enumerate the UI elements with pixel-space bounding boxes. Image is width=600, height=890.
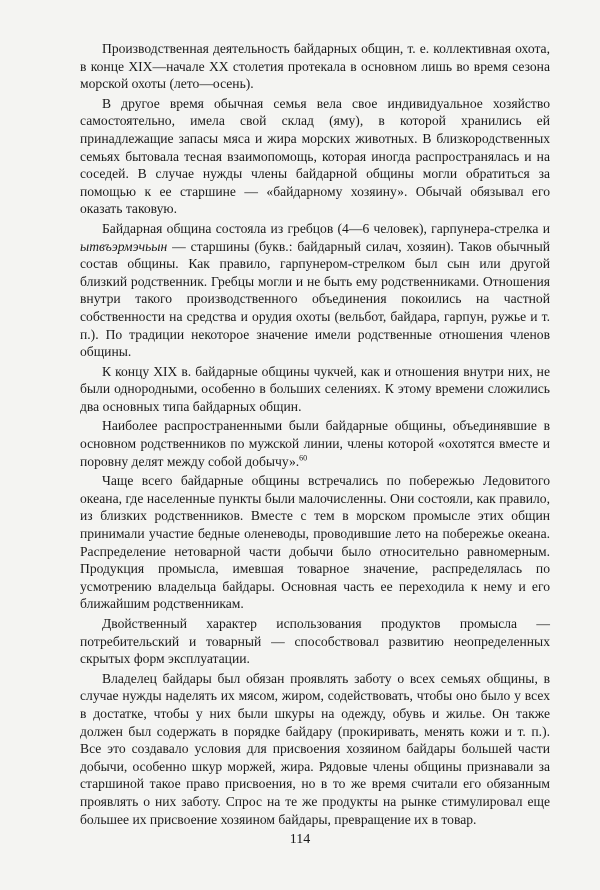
paragraph-2: В другое время обычная семья вела свое индивидуальное хозяйство самостоятельно, имела свой склад (яму), в которой хранились ей принадлежащие запасы мяса и жира морских животных. В близкородственных семьях бытовала тесная взаимопомощь, которая иногда распространялась и на соседей. В случае нужды члены байдарной общины могли обратиться за помощью к ее старшине — «байдарному хозяину». Обычай обязывал его оказать таковую. xyxy=(80,95,550,217)
footnote-marker: 60 xyxy=(299,453,308,463)
paragraph-4: К концу XIX в. байдарные общины чукчей, как и отношения внутри них, не были однородными, особенно в больших селениях. К этому времени сложились два основных типа байдарных общин. xyxy=(80,363,550,414)
paragraph-7: Двойственный характер использования продуктов промысла — потребительский и товарный — способствовал развитию неопределенных скрытых форм эксплуатации. xyxy=(80,616,550,667)
paragraph-3-start: Байдарная община состояла из гребцов (4—6 человек), гарпунера-стрелка и xyxy=(102,220,550,236)
paragraph-5 xyxy=(80,417,550,470)
italic-term: ытвъэрмэчьын xyxy=(80,238,168,254)
page-body xyxy=(80,40,550,828)
paragraph-1: Производственная деятельность байдарных общин, т. е. коллективная охота, в конце XIX—начале XX столетия протекала в основном лишь во время сезона морской охоты (лето—осень). xyxy=(80,41,550,92)
paragraph-5-text: Наиболее распространенными были байдарные общины, объединявшие в основном родственников по мужской линии, члены которой «охотятся вместе и поровну делят между собой добычу». xyxy=(80,418,550,469)
page-number: 114 xyxy=(289,832,311,847)
paragraph-6: Чаще всего байдарные общины встречались по побережью Ледовитого океана, где населенные пункты были малочисленны. Они состояли, как правило, из близких родственников. Вместе с тем в морском промысле этих общин принимали участие бедные оленеводы, проводившие лето на побережье океана. Распределение нетоварной части добычи было относительно равномерным. Продукция промысла, имевшая товарное значение, распределялась по усмотрению владельца байдары. Основная часть ее переходила к нему и его ближайшим родственникам. xyxy=(80,473,550,612)
paragraph-3-end: — старшины (букв.: байдарный силач, хозяин). Таков обычный состав общины. Как правило, гарпунером-стрелком был сын или другой близкий родственник. Гребцы могли и не быть ему родственниками. Отношения внутри такого производственного объединения покоились на частной собственности на средства и орудия охоты (вельбот, байдара, гарпун, ружье и т. п.). По традиции некоторое значение имели родственные отношения членов общины. xyxy=(80,238,550,360)
paragraph-8: Владелец байдары был обязан проявлять заботу о всех семьях общины, в случае нужды наделять их мясом, жиром, содействовать, чтобы оно было у всех в достатке, чтобы у них были шкуры на одежду, обувь и жилье. Он также должен был содержать в порядке байдару (прокиривать, менять кожи и т. п.). Все это создавало условия для присвоения хозяином байдары большей части добычи, особенно шкур моржей, жира. Рядовые члены общины признавали за старшиной такое право присвоения, но в то же время считали его обязанным проявлять о них заботу. Спрос на те же продукты на рынке стимулировал еще большее их присвоение хозяином байдары, превращение их в товар. xyxy=(80,670,550,827)
paragraph-3 xyxy=(80,220,550,361)
